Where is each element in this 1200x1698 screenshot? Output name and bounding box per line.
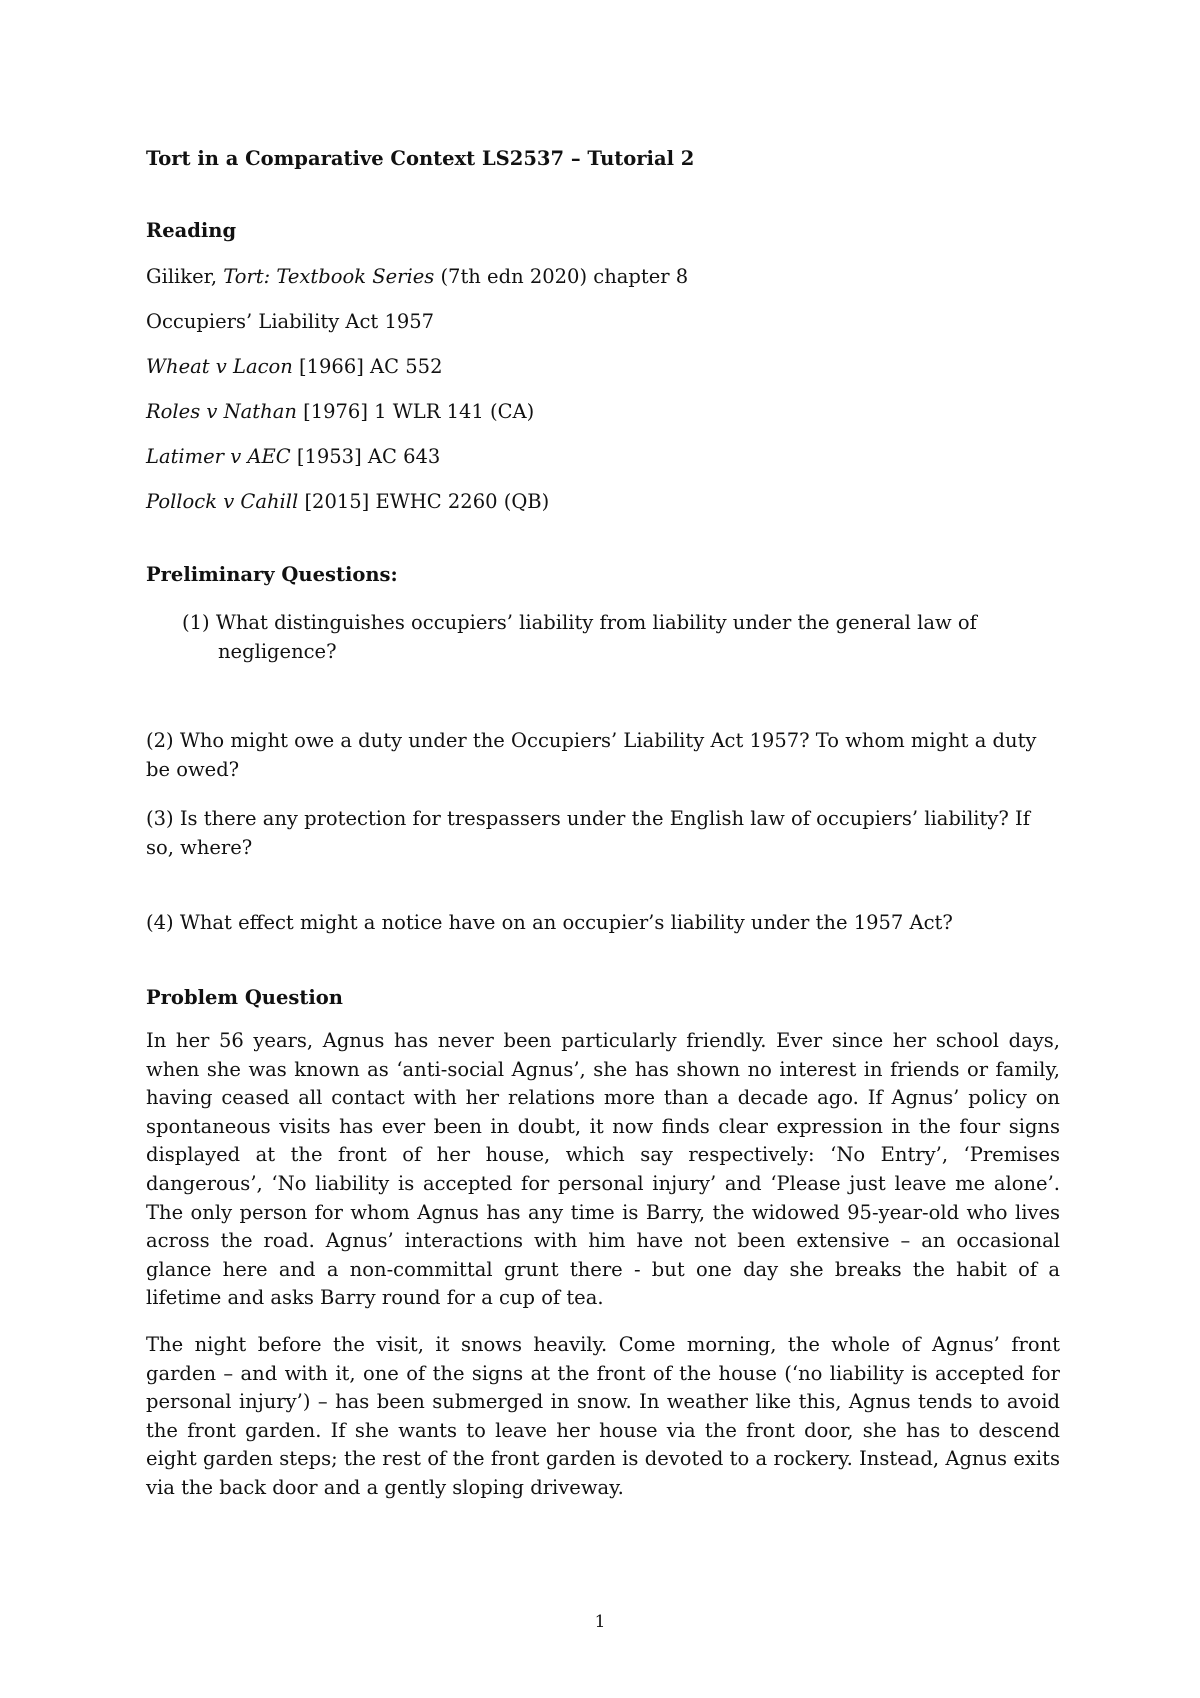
reading-heading: Reading: [146, 219, 237, 242]
reading-item-title: Latimer v AEC: [146, 445, 291, 468]
reading-item-title: Pollock v Cahill: [146, 490, 299, 513]
reading-item-title: Roles v Nathan: [146, 400, 297, 423]
preliminary-question-2: (2) Who might owe a duty under the Occupiers’ Liability Act 1957? To whom might a duty be owed?: [146, 729, 1037, 781]
problem-paragraph-1: In her 56 years, Agnus has never been particularly friendly. Ever since her school days, when she was known as ‘anti-social Agnus’, she has shown no interest in friends or family, having ceased all contact with her relations more than a decade ago. If Agnus’ policy on spontaneous visits has ever been in doubt, it now finds clear expression in the four signs displayed at the front of her house, which say respectively: ‘No Entry’, ‘Premises dangerous’, ‘No liability is accepted for personal injury’ and ‘Please just leave me alone’. The only person for whom Agnus has any time is Barry, the widowed 95-year-old who lives across the road. Agnus’ interactions with him have not been extensive – an occasional glance here and a non-committal grunt there - but one day she breaks the habit of a lifetime and asks Barry round for a cup of tea.: [146, 1029, 1060, 1310]
document-body: [146, 140, 1060, 1503]
reading-item: [146, 397, 1060, 426]
reading-item-citation: [1966] AC 552: [292, 355, 443, 378]
reading-item-citation: [2015] EWHC 2260 (QB): [298, 490, 550, 513]
preliminary-question-4: (4) What effect might a notice have on an occupier’s liability under the 1957 Act?: [146, 911, 953, 934]
reading-item-text: Giliker,: [146, 265, 224, 288]
reading-item-citation: [1953] AC 643: [290, 445, 441, 468]
reading-item-citation: [1976] 1 WLR 141 (CA): [296, 400, 535, 423]
reading-item: [146, 307, 1060, 336]
document-title: Tort in a Comparative Context LS2537 – Tutorial 2: [146, 147, 695, 170]
reading-item-text: Occupiers’ Liability Act 1957: [146, 310, 435, 333]
preliminary-questions-heading: Preliminary Questions:: [146, 563, 398, 586]
reading-item-title: Tort: Textbook Series: [223, 265, 435, 288]
problem-paragraph-2: The night before the visit, it snows heavily. Come morning, the whole of Agnus’ front garden – and with it, one of the signs at the front of the house (‘no liability is accepted for personal injury’) – has been submerged in snow. In weather like this, Agnus tends to avoid the front garden. If she wants to leave her house via the front door, she has to descend eight garden steps; the rest of the front garden is devoted to a rockery. Instead, Agnus exits via the back door and a gently sloping driveway.: [146, 1332, 1060, 1499]
preliminary-question-3: (3) Is there any protection for trespassers under the English law of occupiers’ liability? If so, where?: [146, 807, 1030, 859]
page-number: 1: [594, 1612, 606, 1632]
preliminary-question-1: (1) What distinguishes occupiers’ liability from liability under the general law of negligence?: [182, 611, 977, 663]
reading-item-citation: (7th edn 2020) chapter 8: [434, 265, 689, 288]
reading-item: [146, 487, 1060, 516]
reading-item: [146, 442, 1060, 471]
reading-item: [146, 262, 1060, 291]
reading-item-title: Wheat v Lacon: [146, 355, 293, 378]
problem-question-heading: Problem Question: [146, 986, 343, 1009]
reading-item: [146, 352, 1060, 381]
